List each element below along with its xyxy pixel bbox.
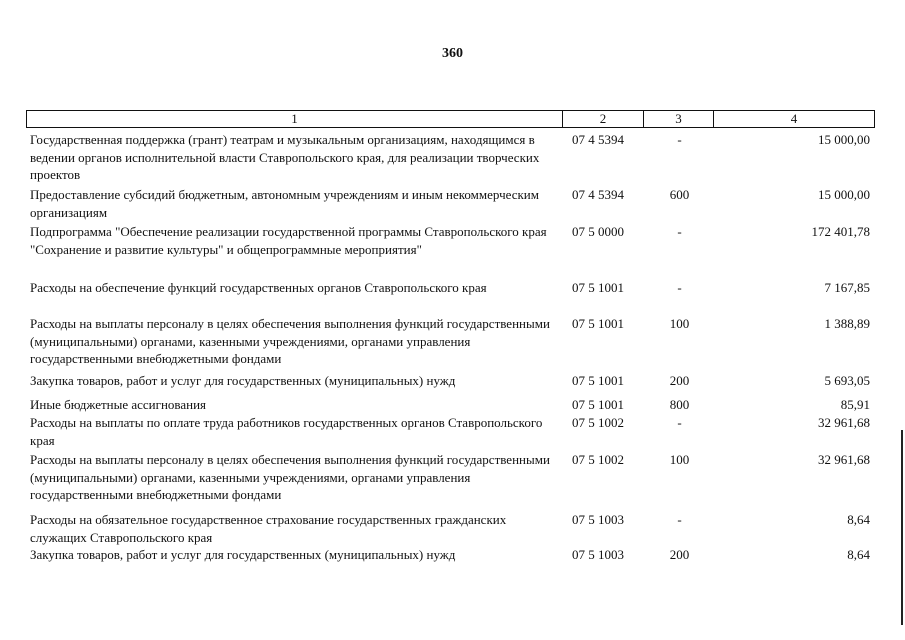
row-name: Расходы на обязательное государственное страхование государственных гражданских служащих Ставропольского края [30, 512, 507, 545]
row-type: 200 [669, 547, 690, 562]
row-sum: 15 000,00 [818, 132, 870, 147]
row-code: 07 5 1001 [572, 373, 624, 388]
row-code: 07 5 1003 [572, 512, 624, 527]
row-sum: 32 961,68 [818, 452, 870, 467]
scan-edge-line [901, 430, 903, 625]
row-type: - [677, 280, 682, 295]
row-code: 07 5 1002 [572, 415, 624, 430]
row-sum: 8,64 [847, 547, 870, 562]
row-name: Расходы на выплаты персоналу в целях обеспечения выполнения функций государственными (муниципальными) органами, казенными учреждениями, органами управления государственными внебюджетными фондами [30, 316, 550, 366]
row-name: Закупка товаров, работ и услуг для государственных (муниципальных) нужд [30, 373, 456, 388]
column-header-1: 1 [26, 110, 563, 128]
row-type: 800 [669, 397, 690, 412]
row-type: 100 [669, 316, 690, 331]
row-name: Расходы на выплаты персоналу в целях обеспечения выполнения функций государственными (муниципальными) органами, казенными учреждениями, органами управления государственными внебюджетными фондами [30, 452, 550, 502]
row-name: Закупка товаров, работ и услуг для государственных (муниципальных) нужд [30, 547, 456, 562]
row-name: Расходы на обеспечение функций государственных органов Ставропольского края [30, 280, 487, 295]
row-sum: 32 961,68 [818, 415, 870, 430]
row-name: Государственная поддержка (грант) театрам и музыкальным организациям, находящимся в ведении органов исполнительной власти Ставропольского края, для реализации творческих проектов [30, 132, 540, 182]
row-sum: 85,91 [840, 397, 870, 412]
row-sum: 172 401,78 [811, 224, 870, 239]
row-type: - [677, 415, 682, 430]
row-code: 07 5 1002 [572, 452, 624, 467]
row-sum: 15 000,00 [818, 187, 870, 202]
row-code: 07 5 1001 [572, 397, 624, 412]
row-name: Расходы на выплаты по оплате труда работников государственных органов Ставропольского края [30, 415, 543, 448]
row-code: 07 5 1001 [572, 280, 624, 295]
row-sum: 5 693,05 [824, 373, 870, 388]
row-sum: 7 167,85 [824, 280, 870, 295]
row-code: 07 5 1003 [572, 547, 624, 562]
row-type: 600 [669, 187, 690, 202]
row-sum: 1 388,89 [824, 316, 870, 331]
row-code: 07 5 0000 [572, 224, 624, 239]
row-code: 07 4 5394 [572, 187, 624, 202]
column-header-4: 4 [713, 110, 875, 128]
row-code: 07 5 1001 [572, 316, 624, 331]
row-name: Предоставление субсидий бюджетным, автономным учреждениям и иным некоммерческим организациям [30, 187, 539, 220]
row-sum: 8,64 [847, 512, 870, 527]
row-type: 200 [669, 373, 690, 388]
row-type: 100 [669, 452, 690, 467]
row-type: - [677, 512, 682, 527]
row-type: - [677, 132, 682, 147]
row-code: 07 4 5394 [572, 132, 624, 147]
column-header-2: 2 [562, 110, 644, 128]
column-header-3: 3 [643, 110, 714, 128]
row-name: Подпрограмма "Обеспечение реализации государственной программы Ставропольского края "Сохранение и развитие культуры" и общепрограммные мероприятия" [30, 224, 547, 257]
row-name: Иные бюджетные ассигнования [30, 397, 207, 412]
page-number: 360 [442, 46, 463, 61]
row-type: - [677, 224, 682, 239]
